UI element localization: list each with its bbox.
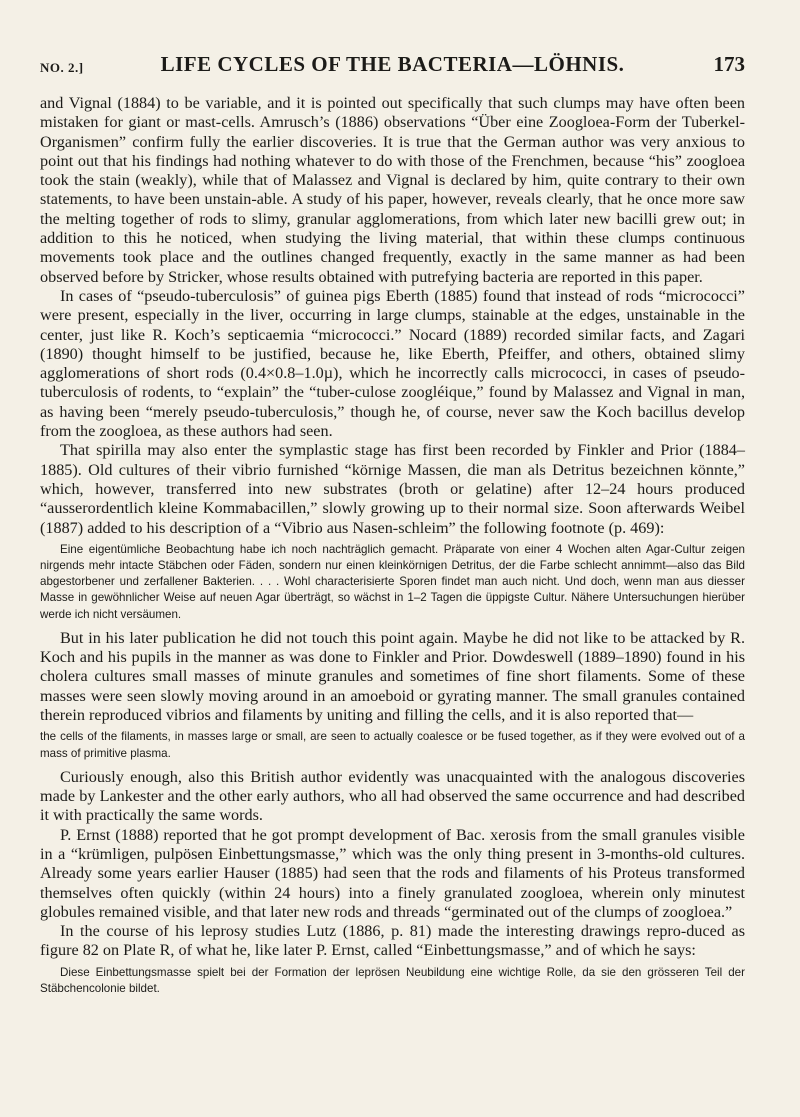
paragraph-4: But in his later publication he did not touch this point again. Maybe he did not like to be attacked by R. Koch and his pupils in the manner as was done to Finkler and Prior. Dowdeswell (1889–1890) found in his cholera cultures small masses of minute granules and sometimes of fine short filaments. Some of these masses were seen slowly moving around in an amoeboid or gyrating manner. The small granules contained therein reproduced vibrios and filaments by uniting and filling the cells, and it is also reported that— [40,628,745,725]
page-number: 173 [713,52,745,76]
running-header [40,52,745,82]
paragraph-7: In the course of his leprosy studies Lutz (1886, p. 81) made the interesting drawings repro-duced as figure 82 on Plate R, of what he, like later P. Ernst, called “Einbettungsmasse,” and of which he says: [40,922,745,960]
issue-label: NO. 2.] [40,60,84,75]
paragraph-5: Curiously enough, also this British author evidently was unacquainted with the analogous discoveries made by Lankester and the other early authors, who all had observed the same occurrence and had described it with practically the same words. [40,767,745,825]
paragraph-6: P. Ernst (1888) reported that he got prompt development of Bac. xerosis from the small granules visible in a “krümligen, pulpösen Einbettungsmasse,” which was the only thing present in 3-months-old cultures. Already some years earlier Hauser (1885) had seen that the rods and filaments of his Proteus transformed themselves often quickly (within 24 hours) into a finely granulated zoogloea, wherein only minutest globules remained visible, and that later new rods and threads “germinated out of the clumps of zoogloea.” [40,825,745,921]
running-title: LIFE CYCLES OF THE BACTERIA—LÖHNIS. [160,52,625,76]
quote-lutz: Diese Einbettungsmasse spielt bei der Formation der leprösen Neubildung eine wichtige Rolle, da sie den grösseren Teil der Stäbchencolonie bildet. [40,965,745,995]
paragraph-2: In cases of “pseudo-tuberculosis” of guinea pigs Eberth (1885) found that instead of rods “micrococci” were present, especially in the liver, occurring in large clumps, stainable at the edges, unstainable in the center, just like R. Koch’s septicaemia “micrococci.” Nocard (1889) recorded similar facts, and Zagari (1890) thought himself to be justified, because he, like Eberth, Pfeiffer, and others, obtained slimy agglomerations of short rods (0.4×0.8–1.0µ), which he incorrectly calls micrococci, in cases of pseudo-tuberculosis of rodents, to “explain” the “tuber-culose zoogléique,” found by Malassez and Vignal in man, as having been “merely pseudo-tuberculosis,” though he, of course, never saw the Koch bacillus develop from the zoogloea, as these authors had seen. [40,286,745,441]
article-body [40,94,745,1003]
paragraph-1: and Vignal (1884) to be variable, and it is pointed out specifically that such clumps may have often been mistaken for giant or mast-cells. Amrusch’s (1886) observations “Über eine Zoogloea-Form der Tuberkel-Organismen” confirm fully the earlier discoveries. It is true that the German author was very anxious to point out that his findings had nothing whatever to do with those of the Frenchmen, because “his” zoogloea took the stain (weakly), while that of Malassez and Vignal is declared by him, quite contrary to their own statements, to have been unstain-able. A study of his paper, however, reveals clearly, that he once more saw the melting together of rods to slimy, granular agglomerations, from which later new bacilli grew out; in addition to this he noticed, when studying the living material, that within these clumps continuous movements took place and the outlines changed frequently, exactly in the same manner as had been observed before by Stricker, whose results obtained with putrefying bacteria are reported in this paper. [40,94,745,286]
paragraph-3: That spirilla may also enter the symplastic stage has first been recorded by Finkler and Prior (1884–1885). Old cultures of their vibrio furnished “körnige Massen, die man als Detritus bezeichnen könnte,” which, however, transferred into new substrates (broth or gelatine) after 12–24 hours produced “ausserordentlich kleine Kommabacillen,” slowly growing up to their normal size. Soon afterwards Weibel (1887) added to his description of a “Vibrio aus Nasen-schleim” the following footnote (p. 469): [40,441,745,537]
quote-dowdeswell: the cells of the filaments, in masses large or small, are seen to actually coalesce or be fused together, as if they were evolved out of a mass of primitive plasma. [40,730,745,760]
quote-weibel: Eine eigentümliche Beobachtung habe ich noch nachträglich gemacht. Präparate von einer 4 Wochen alten Agar-Cultur zeigen nirgends mehr intacte Stäbchen oder Fäden, sondern nur einen kleinkörnigen Detritus, der die Farbe schlecht annimmt—also das Bild abgestorbener und zerfallener Bakterien. . . . Wohl characterisierte Sporen findet man auch nicht. Und doch, wenn man aus diesser Masse in gewöhnlicher Weise auf neuen Agar überträgt, so wächst in 1–2 Tagen die üppigste Cultur. Nähere Untersuchungen hierüber werde ich nicht versäumen. [40,542,745,621]
